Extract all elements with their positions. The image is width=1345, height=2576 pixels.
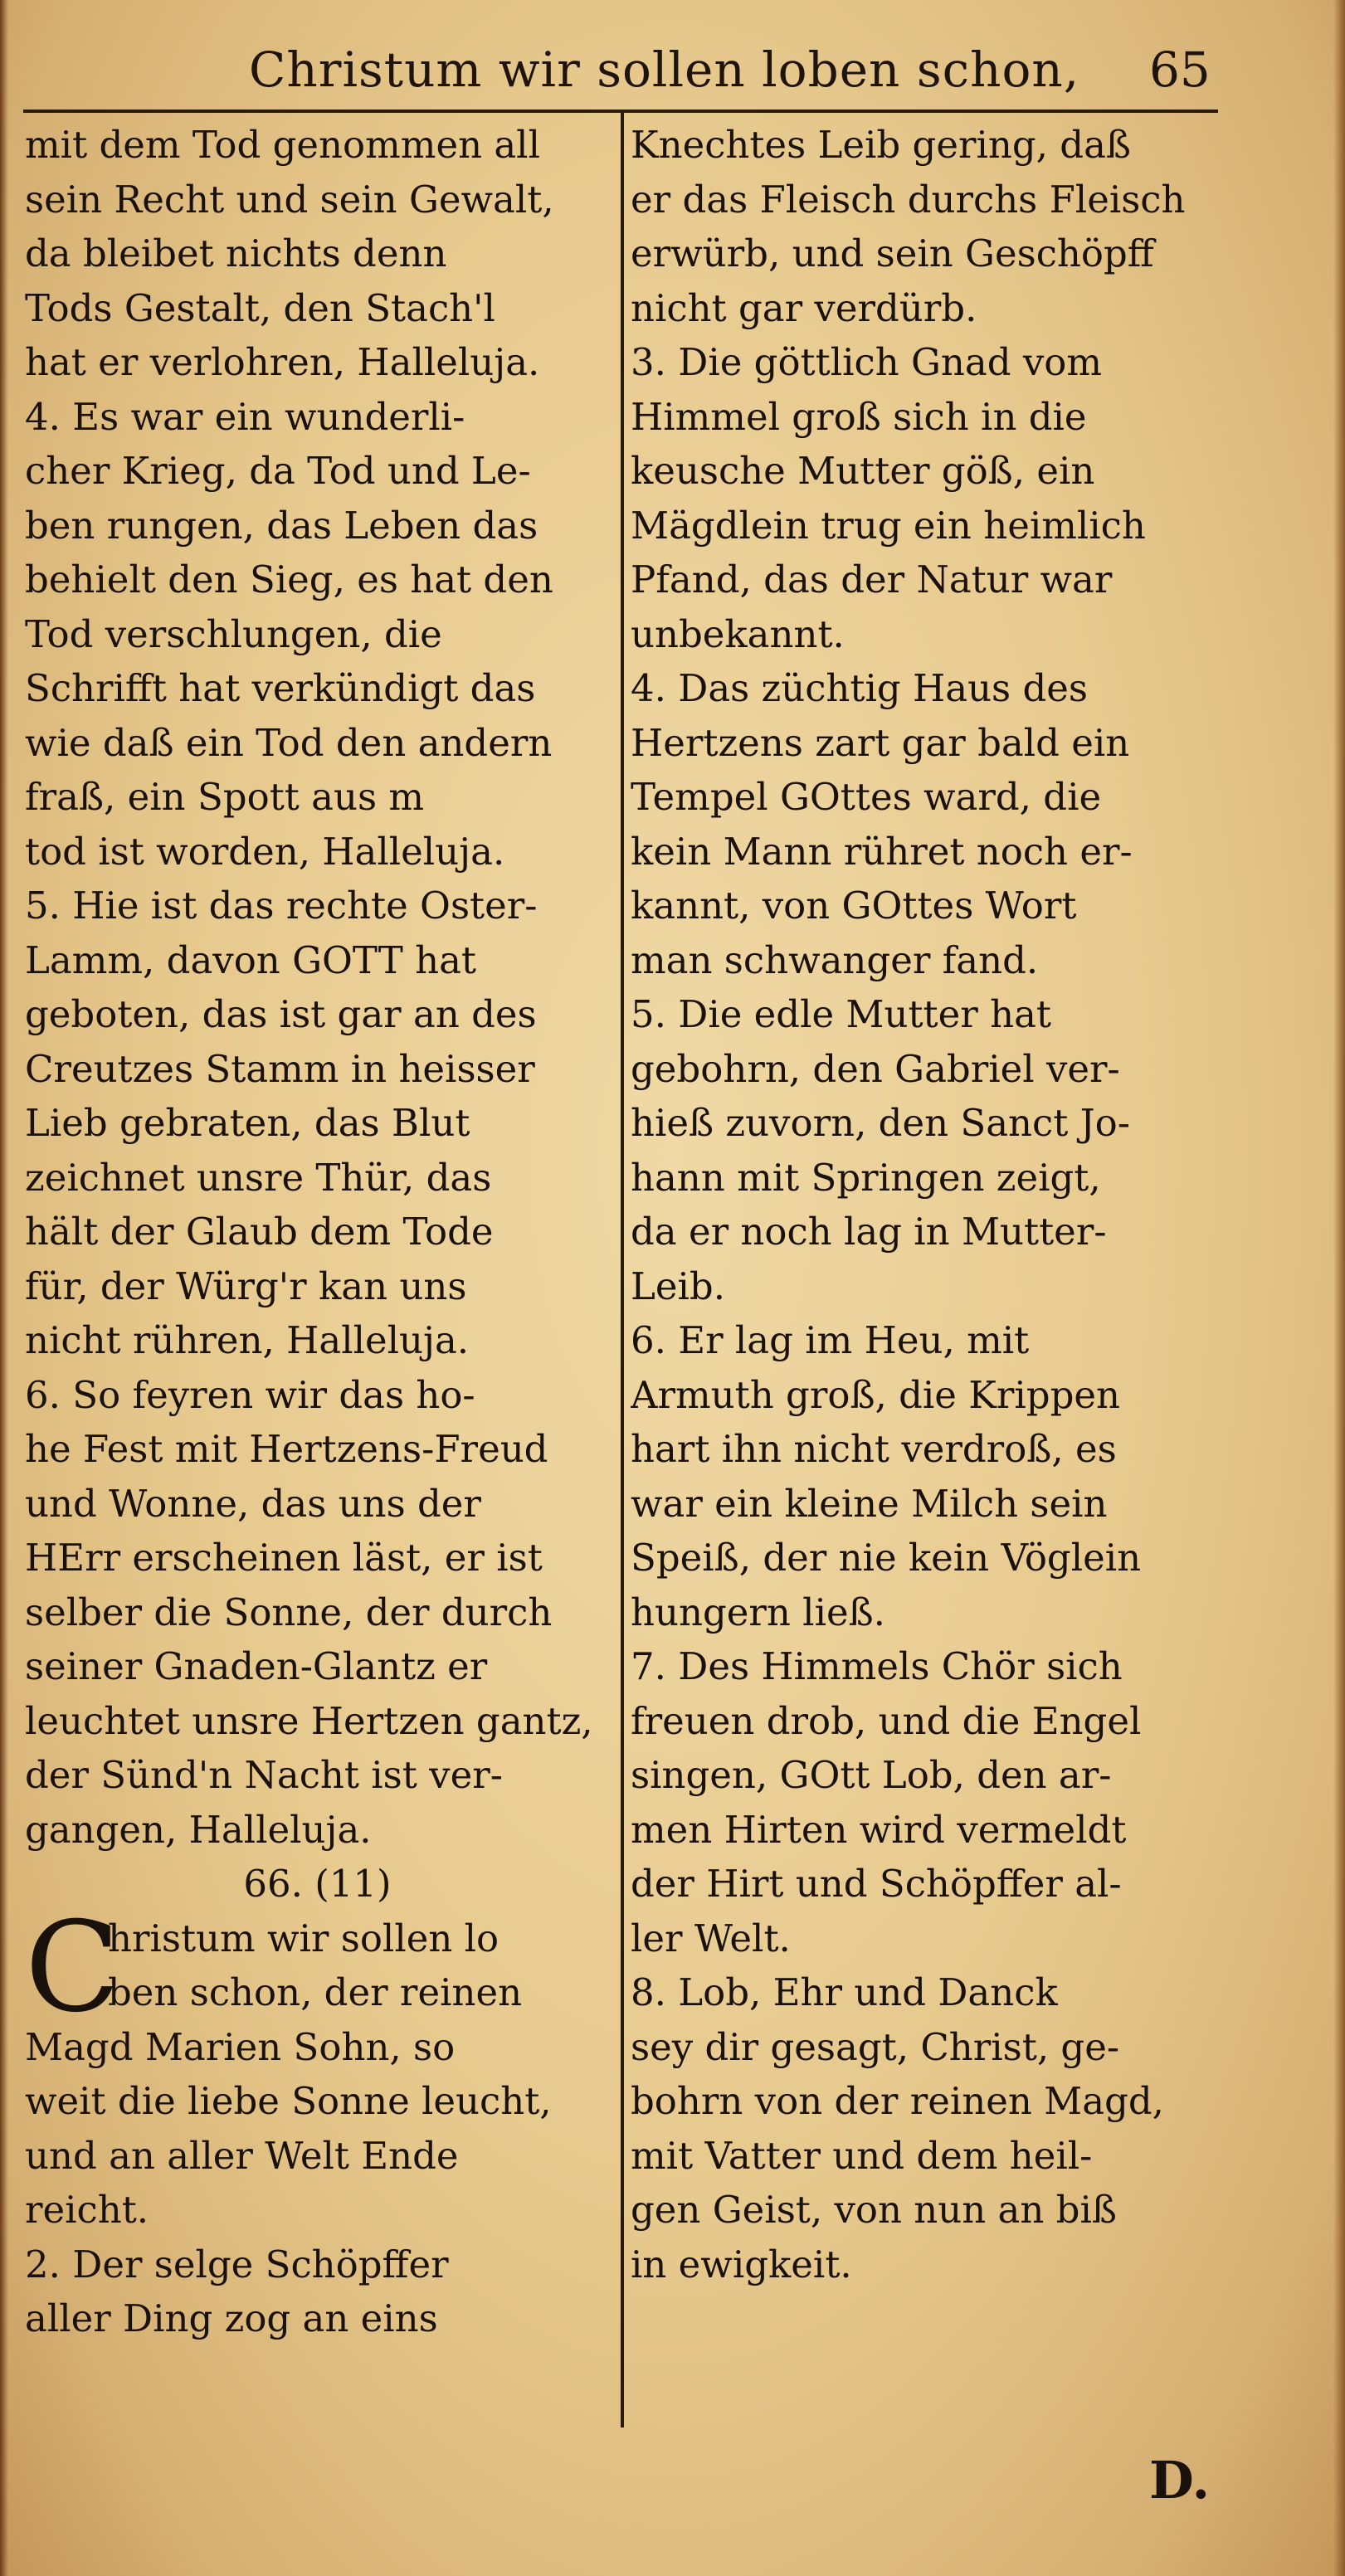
text-line: 6. Er lag im Heu, mit [631,1318,1030,1362]
text-line: nicht rühren, Halleluja. [25,1318,470,1362]
text-line: da er noch lag in Mutter- [631,1210,1107,1254]
text-line: war ein kleine Milch sein [631,1481,1108,1526]
text-line: tod ist worden, Halleluja. [25,829,505,874]
text-line: kein Mann rühret noch er- [631,829,1133,874]
text-line: der Sünd'n Nacht ist ver- [25,1753,503,1797]
text-line: Leib. [631,1264,726,1308]
text-line: hristum wir sollen lo [108,1916,500,1960]
text-line: 2. Der selge Schöpffer [25,2242,449,2286]
text-line: mit dem Tod genommen all [25,123,540,167]
text-line: 4. Es war ein wunderli- [25,394,465,439]
text-line: 7. Des Himmels Chör sich [631,1644,1123,1688]
text-line: 5. Die edle Mutter hat [631,992,1051,1036]
text-line: selber die Sonne, der durch [25,1590,553,1634]
text-line: und an aller Welt Ende [25,2133,459,2178]
running-title: Christum wir sollen loben schon, [249,41,1080,98]
text-line: 3. Die göttlich Gnad vom [631,340,1103,384]
text-line: gangen, Halleluja. [25,1807,372,1852]
text-line: ben schon, der reinen [108,1970,523,2014]
left-column [25,118,610,2346]
text-line: fraß, ein Spott aus m [25,775,425,819]
text-line: zeichnet unsre Thür, das [25,1155,492,1200]
text-line: sey dir gesagt, Christ, ge- [631,2024,1120,2069]
text-line: Pfand, das der Natur war [631,558,1113,601]
text-line: freuen drob, und die Engel [631,1698,1142,1743]
text-line: bohrn von der reinen Magd, [631,2079,1164,2123]
text-line: ler Welt. [631,1916,791,1960]
page-right-edge [1333,0,1345,2576]
text-line: Lamm, davon GOTT hat [25,937,476,982]
right-column [631,118,1228,2291]
text-line: Hertzens zart gar bald ein [631,720,1130,765]
drop-cap: C [25,1895,120,2040]
text-line: Magd Marien Sohn, so [25,2024,456,2069]
text-line: 8. Lob, Ehr und Danck [631,1970,1058,2014]
text-line: wie daß ein Tod den andern [25,720,553,765]
text-line: Tod verschlungen, die [25,611,442,656]
text-line: 4. Das züchtig Haus des [631,666,1088,710]
text-line: Creutzes Stamm in heisser [25,1046,535,1091]
text-line: hart ihn nicht verdroß, es [631,1427,1117,1471]
text-line: men Hirten wird vermeldt [631,1807,1127,1852]
text-line: he Fest mit Hertzens-Freud [25,1427,548,1471]
text-line: und Wonne, das uns der [25,1481,481,1526]
text-line: weit die liebe Sonne leucht, [25,2079,552,2123]
text-line: er das Fleisch durchs Fleisch [631,177,1186,222]
text-line: Tods Gestalt, den Stach'l [25,285,495,330]
text-line: hält der Glaub dem Tode [25,1210,494,1254]
text-line: Schrifft hat verkündigt das [25,666,536,710]
text-line: hungern ließ. [631,1590,885,1634]
text-line: man schwanger fand. [631,937,1039,982]
text-line: geboten, das ist gar an des [25,992,537,1036]
text-line: cher Krieg, da Tod und Le- [25,449,531,493]
text-line: unbekannt. [631,611,845,656]
text-line: Himmel groß sich in die [631,394,1087,439]
page-left-edge [0,0,8,2576]
text-line: Tempel GOttes ward, die [631,775,1102,819]
text-line: für, der Würg'r kan uns [25,1264,467,1308]
text-line: der Hirt und Schöpffer al- [631,1862,1122,1906]
text-line: ben rungen, das Leben das [25,503,538,548]
text-line: nicht gar verdürb. [631,285,977,330]
text-line: in ewigkeit. [631,2242,852,2286]
text-line: mit Vatter und dem heil- [631,2133,1093,2178]
text-line: gen Geist, von nun an biß [631,2188,1117,2232]
column-divider [621,113,624,2427]
text-line: Knechtes Leib gering, daß [631,123,1131,167]
text-line: 6. So feyren wir das ho- [25,1372,475,1417]
text-line: kannt, von GOttes Wort [631,884,1077,928]
text-line: Armuth groß, die Krippen [631,1372,1120,1417]
text-line: gebohrn, den Gabriel ver- [631,1046,1120,1091]
hymn-opening [25,1895,610,2040]
page-number: 65 [1149,41,1211,98]
text-line: 5. Hie ist das rechte Oster- [25,884,538,928]
text-line: singen, GOtt Lob, den ar- [631,1753,1112,1797]
text-line: sein Recht und sein Gewalt, [25,177,554,222]
text-line: Speiß, der nie kein Vöglein [631,1536,1142,1580]
text-line: leuchtet unsre Hertzen gantz, [25,1698,593,1743]
hymn-number: 66. (11) [243,1862,392,1906]
text-line: reicht. [25,2188,149,2232]
text-line: behielt den Sieg, es hat den [25,558,553,601]
text-line: hieß zuvorn, den Sanct Jo- [631,1101,1130,1145]
text-line: hann mit Springen zeigt, [631,1155,1101,1200]
text-line: aller Ding zog an eins [25,2296,438,2340]
text-line: keusche Mutter göß, ein [631,449,1095,493]
text-line: da bleibet nichts denn [25,231,447,275]
catchword: D. [1149,2450,1211,2510]
text-line: hat er verlohren, Halleluja. [25,340,540,384]
text-line: Mägdlein trug ein heimlich [631,503,1146,548]
text-line: erwürb, und sein Geschöpff [631,231,1154,275]
text-line: seiner Gnaden-Glantz er [25,1644,488,1688]
text-line: HErr erscheinen läst, er ist [25,1536,543,1580]
text-line: Lieb gebraten, das Blut [25,1101,470,1145]
